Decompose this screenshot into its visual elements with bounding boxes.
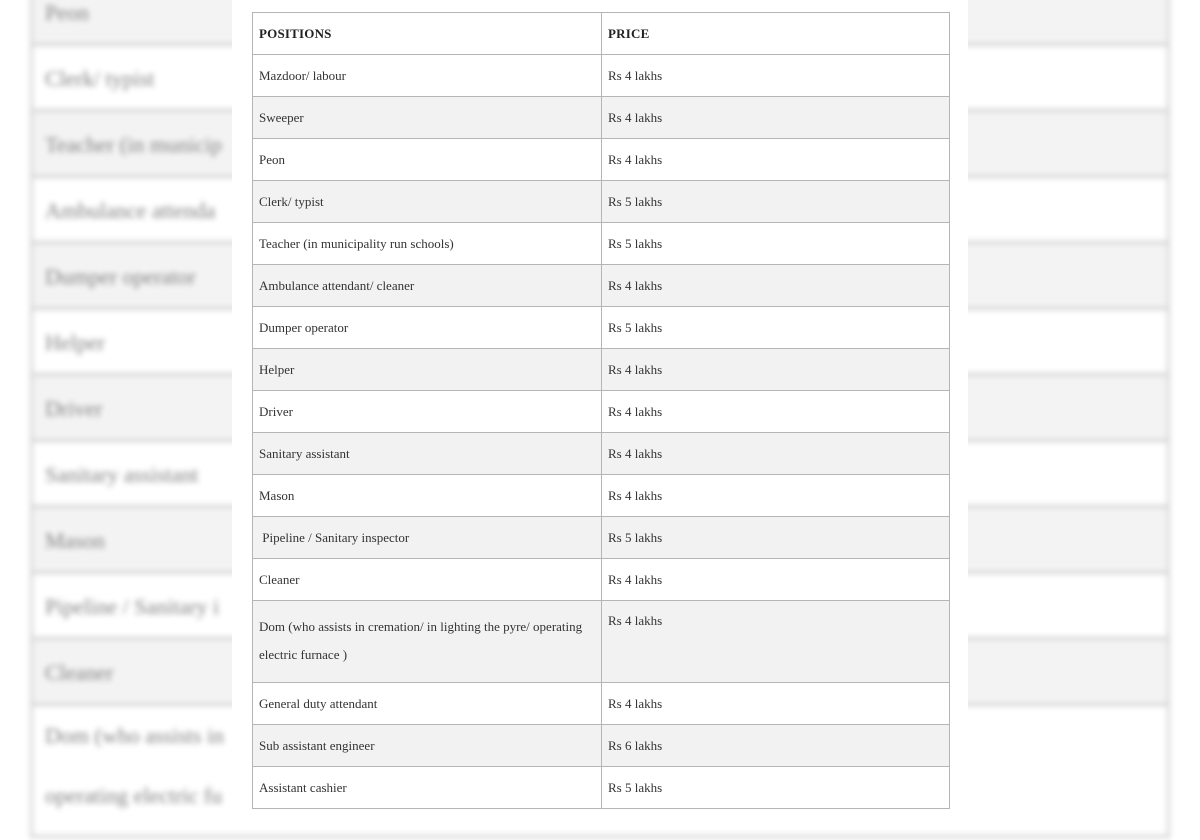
position-cell: Dom (who assists in cremation/ in lighting the pyre/ operating electric furnace ) — [253, 601, 602, 683]
header-price: PRICE — [602, 13, 950, 55]
price-cell: Rs 5 lakhs — [602, 307, 950, 349]
position-cell: Teacher (in municipality run schools) — [253, 223, 602, 265]
table-row — [253, 139, 950, 181]
position-cell: Sweeper — [253, 97, 602, 139]
position-cell: Ambulance attendant/ cleaner — [253, 265, 602, 307]
bg-row: Pipeline / Sanitary i — [30, 574, 1170, 640]
bg-row-line: Dom (who assists in — [45, 723, 225, 748]
bg-row: Peon — [30, 0, 1170, 46]
bg-row: Clerk/ typist — [30, 46, 1170, 112]
position-cell: Driver — [253, 391, 602, 433]
table-row — [253, 391, 950, 433]
price-cell: Rs 4 lakhs — [602, 601, 950, 683]
bg-row: Ambulance attenda — [30, 178, 1170, 244]
bg-row: Teacher (in municip — [30, 112, 1170, 178]
position-cell: Clerk/ typist — [253, 181, 602, 223]
price-cell: Rs 4 lakhs — [602, 433, 950, 475]
price-cell: Rs 4 lakhs — [602, 139, 950, 181]
table-row — [253, 683, 950, 725]
bg-row-line: operating electric fu — [45, 783, 223, 808]
table-row — [253, 265, 950, 307]
price-cell: Rs 4 lakhs — [602, 97, 950, 139]
bg-row: Sanitary assistant — [30, 442, 1170, 508]
position-cell: Assistant cashier — [253, 767, 602, 809]
position-cell: Peon — [253, 139, 602, 181]
table-row — [253, 223, 950, 265]
price-cell: Rs 6 lakhs — [602, 725, 950, 767]
bg-row: Dumper operator — [30, 244, 1170, 310]
position-cell: Sub assistant engineer — [253, 725, 602, 767]
price-cell: Rs 5 lakhs — [602, 223, 950, 265]
table-header-row — [253, 13, 950, 55]
bg-row: Mason — [30, 508, 1170, 574]
position-cell: Helper — [253, 349, 602, 391]
table-row — [253, 517, 950, 559]
table-card — [232, 0, 968, 820]
position-cell: Mason — [253, 475, 602, 517]
price-cell: Rs 5 lakhs — [602, 767, 950, 809]
bg-row: Helper — [30, 310, 1170, 376]
table-row — [253, 767, 950, 809]
table-row — [253, 433, 950, 475]
price-cell: Rs 5 lakhs — [602, 181, 950, 223]
price-cell: Rs 4 lakhs — [602, 391, 950, 433]
price-cell: Rs 4 lakhs — [602, 265, 950, 307]
table-row — [253, 601, 950, 683]
table-row — [253, 181, 950, 223]
price-cell: Rs 4 lakhs — [602, 559, 950, 601]
header-positions: POSITIONS — [253, 13, 602, 55]
table-row — [253, 725, 950, 767]
table-row — [253, 97, 950, 139]
table-row — [253, 559, 950, 601]
table-row — [253, 55, 950, 97]
position-cell: Dumper operator — [253, 307, 602, 349]
price-cell: Rs 4 lakhs — [602, 349, 950, 391]
position-cell: Mazdoor/ labour — [253, 55, 602, 97]
positions-price-table — [252, 12, 950, 809]
bg-row: Cleaner — [30, 640, 1170, 706]
table-row — [253, 307, 950, 349]
table-row — [253, 349, 950, 391]
table-row — [253, 475, 950, 517]
position-cell: Sanitary assistant — [253, 433, 602, 475]
bg-row: Driver — [30, 376, 1170, 442]
price-cell: Rs 5 lakhs — [602, 517, 950, 559]
price-cell: Rs 4 lakhs — [602, 55, 950, 97]
position-cell: Pipeline / Sanitary inspector — [253, 517, 602, 559]
price-cell: Rs 4 lakhs — [602, 475, 950, 517]
position-cell: Cleaner — [253, 559, 602, 601]
price-cell: Rs 4 lakhs — [602, 683, 950, 725]
position-cell: General duty attendant — [253, 683, 602, 725]
